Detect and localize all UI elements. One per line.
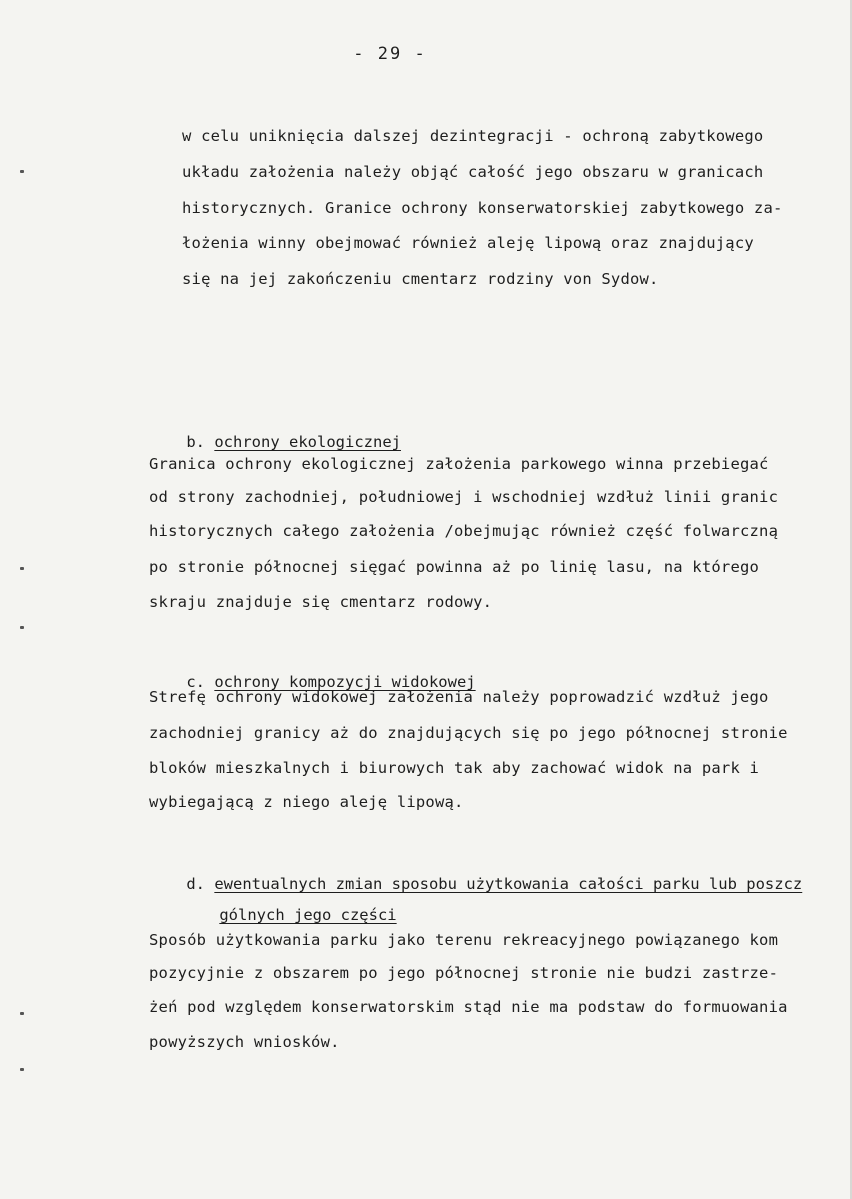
section-d-letter: d. bbox=[186, 875, 205, 893]
margin-mark bbox=[20, 1012, 24, 1015]
page-number: - 29 - bbox=[353, 44, 427, 64]
text-line: żeń pod względem konserwatorskim stąd nie ma podstaw do formuowania bbox=[149, 998, 788, 1016]
text-line: po stronie północnej sięgać powinna aż po linię lasu, na którego bbox=[149, 558, 760, 576]
text-line: od strony zachodniej, południowej i wschodniej wzdłuż linii granic bbox=[149, 488, 779, 506]
section-b-letter: b. bbox=[186, 433, 205, 451]
margin-mark bbox=[20, 626, 24, 629]
text-line: Strefę ochrony widokowej założenia należy poprowadzić wzdłuż jego bbox=[149, 688, 769, 706]
text-line: układu założenia należy objąć całość jego obszaru w granicach bbox=[182, 163, 764, 181]
margin-mark bbox=[20, 567, 24, 570]
margin-mark bbox=[20, 170, 24, 173]
text-line: powyższych wniosków. bbox=[149, 1033, 340, 1051]
margin-mark bbox=[20, 1068, 24, 1071]
text-line: wybiegającą z niego aleję lipową. bbox=[149, 793, 464, 811]
text-line: w celu uniknięcia dalszej dezintegracji - ochroną zabytkowego bbox=[182, 127, 764, 145]
text-line: pozycyjnie z obszarem po jego północnej stronie nie budzi zastrze- bbox=[149, 964, 779, 982]
section-c-title: ochrony kompozycji widokowej bbox=[214, 673, 476, 691]
text-line: zachodniej granicy aż do znajdujących się po jego północnej stronie bbox=[149, 724, 788, 742]
text-line: Granica ochrony ekologicznej założenia parkowego winna przebiegać bbox=[149, 455, 769, 473]
section-d-title-line2: gólnych jego części bbox=[219, 906, 397, 924]
text-line: się na jej zakończeniu cmentarz rodziny von Sydow. bbox=[182, 270, 659, 288]
section-b-title: ochrony ekologicznej bbox=[214, 433, 401, 451]
text-line: łożenia winny obejmować również aleję lipową oraz znajdujący bbox=[182, 234, 754, 252]
text-line: historycznych całego założenia /obejmując również część folwarczną bbox=[149, 522, 779, 540]
section-c-letter: c. bbox=[186, 673, 205, 691]
text-line: skraju znajduje się cmentarz rodowy. bbox=[149, 593, 493, 611]
text-line: Sposób użytkowania parku jako terenu rekreacyjnego powiązanego kom bbox=[149, 931, 779, 949]
text-line: historycznych. Granice ochrony konserwatorskiej zabytkowego za- bbox=[182, 199, 783, 217]
section-d-title-line1: ewentualnych zmian sposobu użytkowania całości parku lub poszcz bbox=[214, 875, 803, 893]
text-line: bloków mieszkalnych i biurowych tak aby zachować widok na park i bbox=[149, 759, 760, 777]
